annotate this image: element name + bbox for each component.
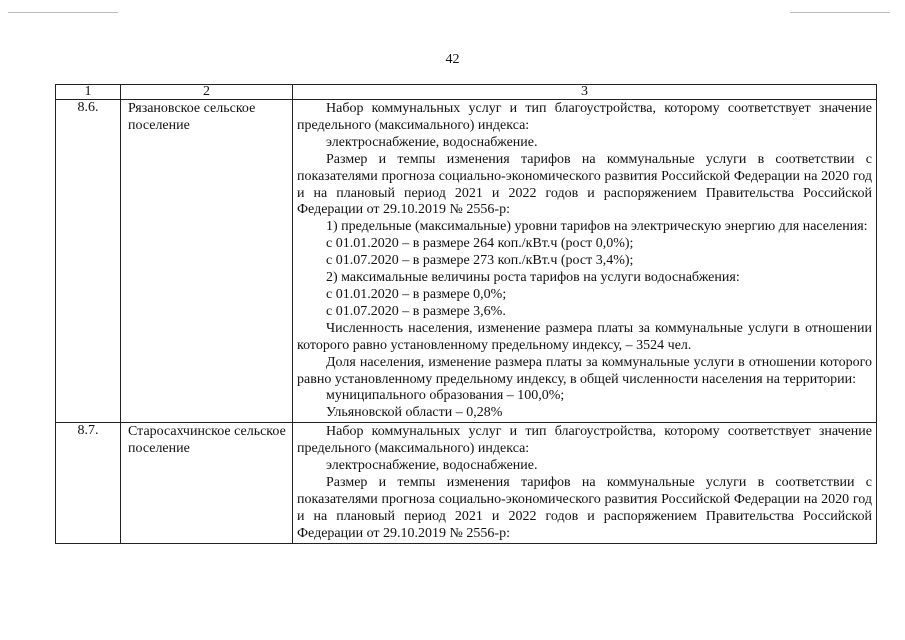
settlement-name: Старосахчинское сельское поселение	[121, 423, 293, 543]
settlement-name: Рязановское сельское поселение	[121, 100, 293, 423]
paragraph: с 01.01.2020 – в размере 264 коп./кВт.ч (рост 0,0%);	[326, 236, 634, 252]
paragraph: Ульяновской области – 0,28%	[326, 405, 503, 421]
row-description	[293, 423, 877, 543]
scan-artifact-line	[8, 12, 118, 13]
paragraph: Размер и темпы изменения тарифов на коммунальные услуги в соответствии с показателями прогноза социально-экономического развития Российской Федерации на 2020 год и на плановый период 2021 и 2022 годов и распоряжением Правительства Российской Федерации от 29.10.2019 № 2556-р:	[297, 151, 872, 218]
paragraph: Набор коммунальных услуг и тип благоустройства, которому соответствует значение предельного (максимального) индекса:	[297, 101, 872, 133]
paragraph: Размер и темпы изменения тарифов на коммунальные услуги в соответствии с показателями прогноза социально-экономического развития Российской Федерации на 2020 год и на плановый период 2021 и 2022 годов и распоряжением Правительства Российской Федерации от 29.10.2019 № 2556-р:	[297, 474, 872, 541]
row-number: 8.7.	[56, 423, 121, 543]
page-number: 42	[445, 52, 460, 67]
row-description	[293, 100, 877, 423]
column-header-1: 1	[56, 85, 121, 100]
paragraph: Численность населения, изменение размера платы за коммунальные услуги в отношении которого равно установленному предельному индексу, – 3524 чел.	[297, 320, 872, 353]
table-row	[56, 423, 877, 543]
column-header-2: 2	[121, 85, 293, 100]
paragraph: 1) предельные (максимальные) уровни тарифов на электрическую энергию для населения:	[326, 219, 868, 235]
paragraph: электроснабжение, водоснабжение.	[326, 458, 538, 474]
paragraph: с 01.07.2020 – в размере 3,6%.	[326, 303, 506, 319]
paragraph: Доля населения, изменение размера платы за коммунальные услуги в отношении которого равно установленному предельному индексу, в общей численности населения на территории:	[297, 354, 872, 387]
paragraph: с 01.07.2020 – в размере 273 коп./кВт.ч (рост 3,4%);	[326, 253, 634, 269]
paragraph: с 01.01.2020 – в размере 0,0%;	[326, 286, 507, 302]
table-header-row	[56, 85, 877, 100]
paragraph: Набор коммунальных услуг и тип благоустройства, которому соответствует значение предельного (максимального) индекса:	[297, 424, 872, 457]
scan-artifact-line	[790, 12, 890, 13]
paragraph: муниципального образования – 100,0%;	[326, 388, 565, 404]
table-row	[56, 100, 877, 423]
column-header-3: 3	[293, 85, 877, 100]
row-number: 8.6.	[56, 100, 121, 423]
tariff-table	[55, 84, 877, 544]
paragraph: 2) максимальные величины роста тарифов на услуги водоснабжения:	[326, 270, 740, 286]
paragraph: электроснабжение, водоснабжение.	[326, 134, 538, 150]
